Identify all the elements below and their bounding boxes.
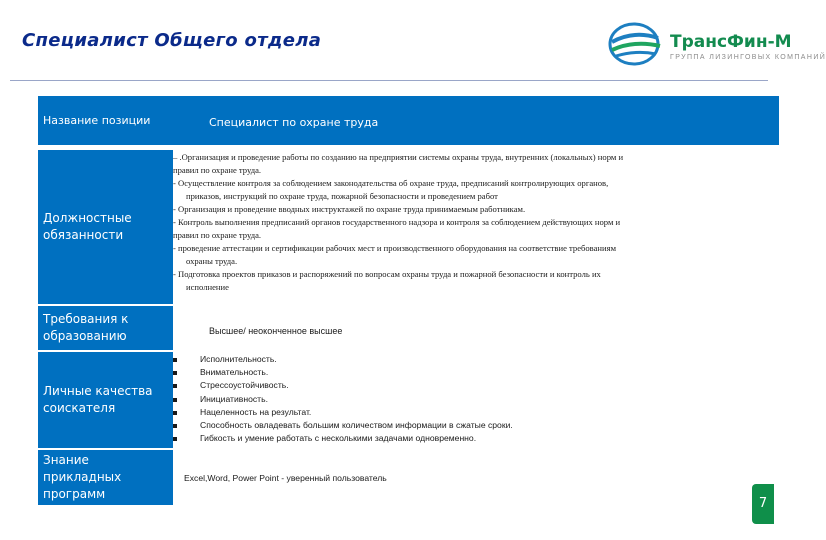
position-value-cell bbox=[173, 96, 779, 145]
duties-label-line2: обязанности bbox=[43, 228, 124, 242]
list-item bbox=[173, 419, 513, 432]
bullet-icon bbox=[173, 398, 177, 402]
position-value: Специалист по охране труда bbox=[209, 116, 379, 129]
duties-text bbox=[173, 151, 769, 294]
list-item bbox=[173, 393, 513, 406]
education-label-line2: образованию bbox=[43, 329, 127, 343]
quality-text: Исполнительность. bbox=[200, 354, 277, 364]
list-item bbox=[173, 432, 513, 445]
software-label-cell bbox=[38, 450, 173, 505]
list-item bbox=[173, 406, 513, 419]
quality-text: Нацеленность на результат. bbox=[200, 406, 312, 417]
software-label-line2: прикладных bbox=[43, 470, 122, 484]
duties-label-cell bbox=[38, 150, 173, 304]
quality-text: Внимательность. bbox=[200, 367, 269, 378]
duty-line: - Осуществление контроля за соблюдением законодательства об охране труда, предписаний контролирующих органов, bbox=[173, 178, 609, 188]
personal-label-cell bbox=[38, 352, 173, 448]
duty-line: - проведение аттестации и сертификации рабочих мест и производственного оборудования на соответствие требованиям bbox=[173, 243, 617, 253]
software-value: Excel,Word, Power Point - уверенный пользователь bbox=[184, 473, 387, 483]
logo-name: ТрансФин-М bbox=[670, 32, 792, 52]
list-item bbox=[173, 379, 513, 392]
duty-line: - Организация и проведение вводных инструктажей по охране труда принимаемым работникам. bbox=[173, 204, 526, 214]
education-value: Высшее/ неоконченное высшее bbox=[209, 326, 343, 336]
quality-text: Гибкость и умение работать с несколькими задачами одновременно. bbox=[200, 433, 477, 444]
logo-emblem-icon bbox=[606, 22, 666, 66]
personal-qualities-list bbox=[173, 353, 513, 445]
bullet-icon bbox=[173, 371, 177, 375]
duty-line: правил по охране труда. bbox=[173, 230, 262, 240]
duty-line: приказов, инструкций по охране труда, пожарной безопасности и проведением работ bbox=[186, 191, 498, 201]
quality-text: Способность овладевать большим количеством информации в сжатые сроки. bbox=[200, 420, 513, 431]
position-label: Название позиции bbox=[43, 114, 151, 127]
personal-label-line2: соискателя bbox=[43, 401, 116, 415]
duty-line: правил по охране труда. bbox=[173, 165, 262, 175]
company-logo bbox=[606, 22, 826, 66]
bullet-icon bbox=[173, 411, 177, 415]
bullet-icon bbox=[173, 424, 177, 428]
personal-label-line1: Личные качества bbox=[43, 384, 153, 398]
duty-line: охраны труда. bbox=[186, 256, 238, 266]
education-label-cell bbox=[38, 306, 173, 350]
quality-text: Инициативность. bbox=[200, 393, 268, 404]
duties-label-line1: Должностные bbox=[43, 211, 132, 225]
duty-line: – .Организация и проведение работы по созданию на предприятии системы охраны труда, внутренних (локальных) норм и bbox=[173, 152, 624, 162]
duty-line: - Подготовка проектов приказов и распоряжений по вопросам охраны труда и пожарной безопасности и контроль их bbox=[173, 269, 601, 279]
title-divider bbox=[10, 80, 768, 81]
list-item bbox=[173, 366, 513, 379]
position-label-cell bbox=[38, 96, 173, 145]
page-title: Специалист Общего отдела bbox=[22, 30, 322, 51]
list-item bbox=[173, 353, 513, 366]
duty-line: - Контроль выполнения предписаний органов государственного надзора и контроля за соблюдением действующих норм и bbox=[173, 217, 621, 227]
bullet-icon bbox=[173, 437, 177, 441]
software-label-line3: программ bbox=[43, 487, 106, 501]
page-number-badge: 7 bbox=[752, 484, 774, 524]
bullet-icon bbox=[173, 358, 177, 362]
duty-line: исполнение bbox=[186, 282, 229, 292]
logo-tagline: ГРУППА ЛИЗИНГОВЫХ КОМПАНИЙ bbox=[670, 54, 826, 61]
education-label-line1: Требования к bbox=[43, 312, 129, 326]
software-label-line1: Знание bbox=[43, 453, 89, 467]
bullet-icon bbox=[173, 384, 177, 388]
quality-text: Стрессоустойчивость. bbox=[200, 380, 289, 391]
